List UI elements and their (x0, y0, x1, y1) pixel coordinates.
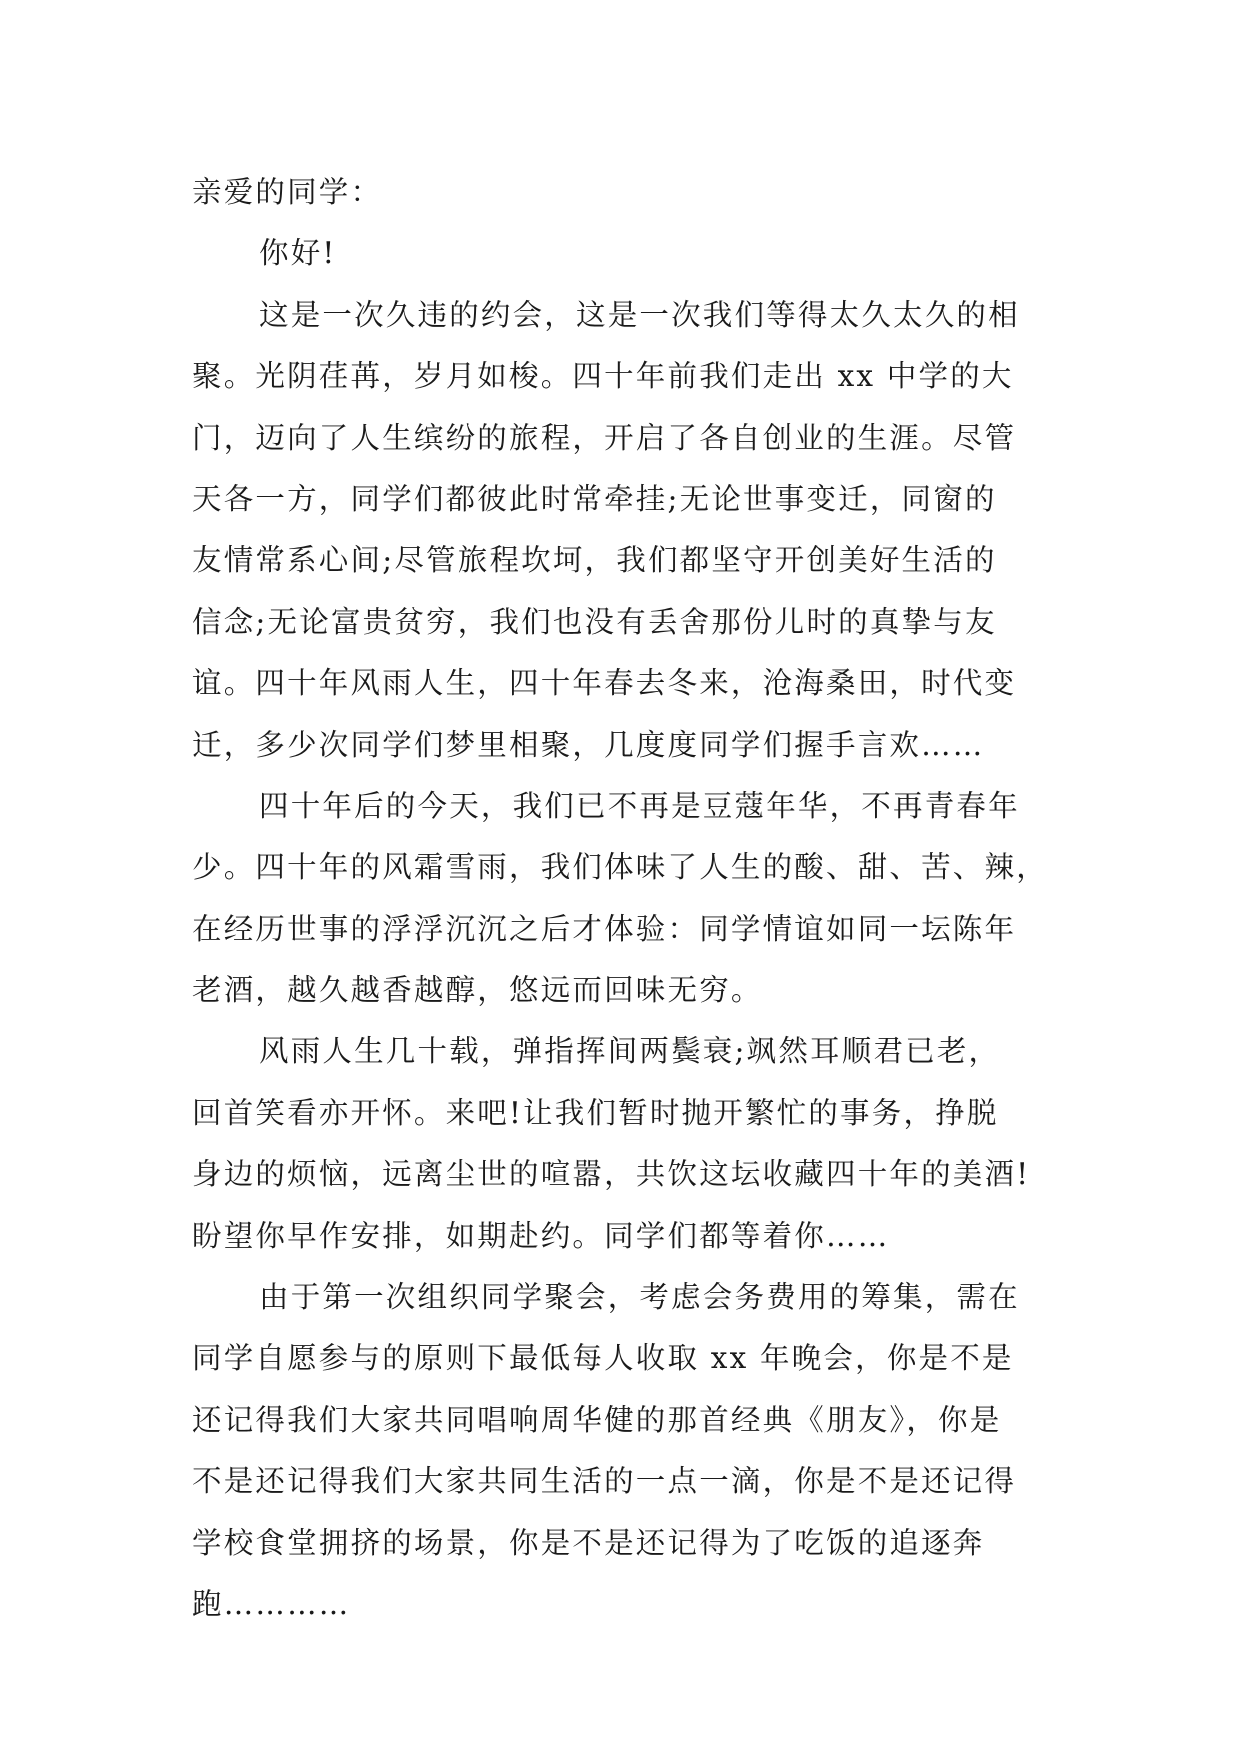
text-line: 同学自愿参与的原则下最低每人收取 xx 年晚会，你是不是 (192, 1341, 1014, 1376)
text-line: 信念;无论富贵贫穷，我们也没有丢舍那份儿时的真挚与友 (192, 604, 997, 639)
salutation-line: 亲爱的同学： (192, 175, 383, 209)
text-line: 风雨人生几十载，弹指挥间两鬓衰;飒然耳顺君已老， (259, 1034, 1001, 1069)
text-line: 这是一次久违的约会，这是一次我们等得太久太久的相 (259, 297, 1020, 332)
text-line: 还记得我们大家共同唱响周华健的那首经典《朋友》，你是 (192, 1402, 1002, 1437)
text-line: 天各一方，同学们都彼此时常牵挂;无论世事变迁，同窗的 (192, 481, 997, 516)
text-line: 盼望你早作安排，如期赴约。同学们都等着你…… (192, 1218, 890, 1253)
text-line: 四十年后的今天，我们已不再是豆蔻年华，不再青春年 (259, 788, 1020, 823)
text-line: 老酒，越久越香越醇，悠远而回味无穷。 (192, 973, 763, 1008)
text-line: 跑………… (192, 1586, 351, 1621)
text-line: 谊。四十年风雨人生，四十年春去冬来，沧海桑田，时代变 (192, 666, 1017, 701)
text-line: 学校食堂拥挤的场景，你是不是还记得为了吃饭的追逐奔 (192, 1525, 985, 1560)
text-line: 回首笑看亦开怀。来吧!让我们暂时抛开繁忙的事务，挣脱 (192, 1095, 999, 1130)
text-line: 迁，多少次同学们梦里相聚，几度度同学们握手言欢…… (192, 727, 985, 762)
text-line: 友情常系心间;尽管旅程坎坷，我们都坚守开创美好生活的 (192, 543, 997, 578)
text-line: 你好! (259, 236, 337, 271)
text-line: 在经历世事的浮浮沉沉之后才体验：同学情谊如同一坛陈年 (192, 911, 1017, 946)
text-line: 不是还记得我们大家共同生活的一点一滴，你是不是还记得 (192, 1464, 1017, 1499)
letter-body (192, 162, 1062, 1635)
text-line: 门，迈向了人生缤纷的旅程，开启了各自创业的生涯。尽管 (192, 420, 1017, 455)
text-line: 身边的烦恼，远离尘世的喧嚣，共饮这坛收藏四十年的美酒! (192, 1157, 1031, 1192)
text-line: 聚。光阴荏苒，岁月如梭。四十年前我们走出 xx 中学的大 (192, 359, 1014, 394)
text-line: 少。四十年的风霜雪雨，我们体味了人生的酸、甜、苦、辣， (192, 850, 1048, 885)
text-line: 由于第一次组织同学聚会，考虑会务费用的筹集，需在 (259, 1280, 1020, 1315)
